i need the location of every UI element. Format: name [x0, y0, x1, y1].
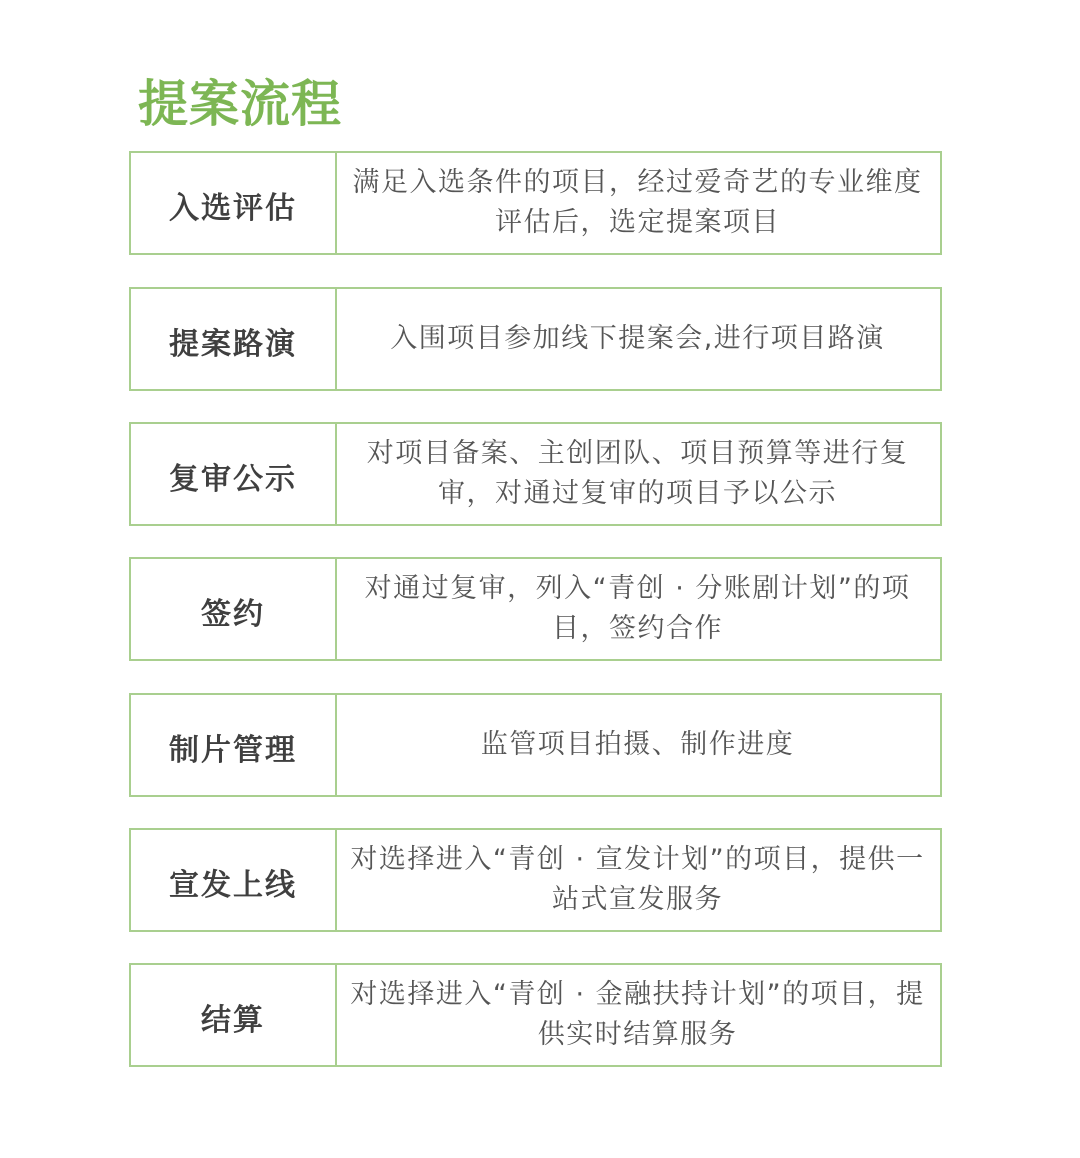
- step-description: 满足入选条件的项目，经过爱奇艺的专业维度评估后，选定提案项目: [352, 167, 923, 238]
- step-row-production-management: [129, 693, 942, 797]
- step-name: 复审公示: [131, 424, 337, 524]
- step-description: 对选择进入“青创 · 金融扶持计划”的项目，提供实时结算服务: [350, 979, 925, 1050]
- step-description: 对通过复审，列入“青创 · 分账剧计划”的项目，签约合作: [364, 573, 911, 644]
- step-description-cell: [337, 695, 940, 795]
- step-row-settlement: [129, 963, 942, 1067]
- step-description-cell: [337, 289, 940, 389]
- step-name: 入选评估: [131, 153, 337, 253]
- step-row-selection-evaluation: [129, 151, 942, 255]
- step-name: 制片管理: [131, 695, 337, 795]
- step-description: 监管项目拍摄、制作进度: [480, 729, 795, 760]
- step-description-cell: [337, 424, 940, 524]
- step-description-cell: [337, 153, 940, 253]
- step-row-promotion-release: [129, 828, 942, 932]
- step-description: 入围项目参加线下提案会,进行项目路演: [390, 323, 885, 354]
- step-description-cell: [337, 965, 940, 1065]
- step-description: 对选择进入“青创 · 宣发计划”的项目，提供一站式宣发服务: [350, 844, 925, 915]
- step-description: 对项目备案、主创团队、项目预算等进行复审，对通过复审的项目予以公示: [366, 438, 909, 509]
- step-name: 宣发上线: [131, 830, 337, 930]
- page-title: 提案流程: [138, 75, 342, 133]
- step-row-review-announcement: [129, 422, 942, 526]
- step-description-cell: [337, 559, 940, 659]
- step-name: 结算: [131, 965, 337, 1065]
- step-description-cell: [337, 830, 940, 930]
- step-name: 提案路演: [131, 289, 337, 389]
- step-row-contract-signing: [129, 557, 942, 661]
- step-row-proposal-roadshow: [129, 287, 942, 391]
- step-name: 签约: [131, 559, 337, 659]
